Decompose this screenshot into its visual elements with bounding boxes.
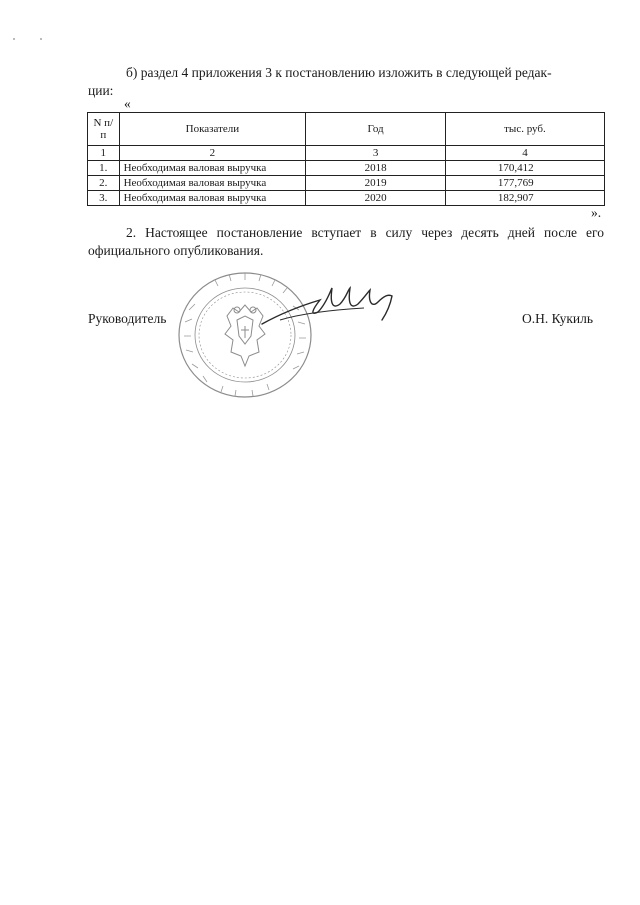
- column-number: 2: [119, 146, 306, 161]
- eagle-emblem-icon: [225, 305, 265, 366]
- header-indicator: Показатели: [119, 113, 306, 146]
- header-year: Год: [306, 113, 446, 146]
- table-header-row: [88, 113, 605, 146]
- table-row: [88, 176, 605, 191]
- table-row: [88, 161, 605, 176]
- row-indicator: Необходимая валовая выручка: [119, 191, 306, 206]
- revenue-table: [87, 112, 605, 206]
- scan-speck: [13, 38, 15, 40]
- effective-date-paragraph: 2. Настоящее постановление вступает в силу через десять дней после его официального опубликования.: [88, 225, 604, 258]
- row-number: 2.: [88, 176, 120, 191]
- signatory-name: О.Н. Кукиль: [522, 311, 594, 326]
- row-number: 1.: [88, 161, 120, 176]
- column-number: 3: [306, 146, 446, 161]
- row-indicator: Необходимая валовая выручка: [119, 176, 306, 191]
- column-number: 4: [445, 146, 604, 161]
- scan-speck: [40, 38, 42, 40]
- signatory-title: Руководитель: [88, 311, 167, 326]
- header-amount: тыс. руб.: [445, 113, 604, 146]
- column-number: 1: [88, 146, 120, 161]
- row-year: 2019: [306, 176, 446, 191]
- row-year: 2018: [306, 161, 446, 176]
- handwritten-signature: [260, 284, 400, 328]
- row-year: 2020: [306, 191, 446, 206]
- closing-quote: ».: [591, 205, 602, 220]
- amendment-line-2: ции:: [88, 83, 114, 98]
- row-amount: 170,412: [445, 161, 604, 176]
- row-number: 3.: [88, 191, 120, 206]
- column-numbering-row: [88, 146, 605, 161]
- row-amount: 182,907: [445, 191, 604, 206]
- row-indicator: Необходимая валовая выручка: [119, 161, 306, 176]
- table-row: [88, 191, 605, 206]
- opening-quote: «: [124, 96, 131, 111]
- header-number: N п/п: [88, 113, 120, 146]
- amendment-paragraph: [88, 64, 604, 100]
- amendment-line-1: б) раздел 4 приложения 3 к постановлению изложить в следующей редак-: [126, 65, 552, 80]
- row-amount: 177,769: [445, 176, 604, 191]
